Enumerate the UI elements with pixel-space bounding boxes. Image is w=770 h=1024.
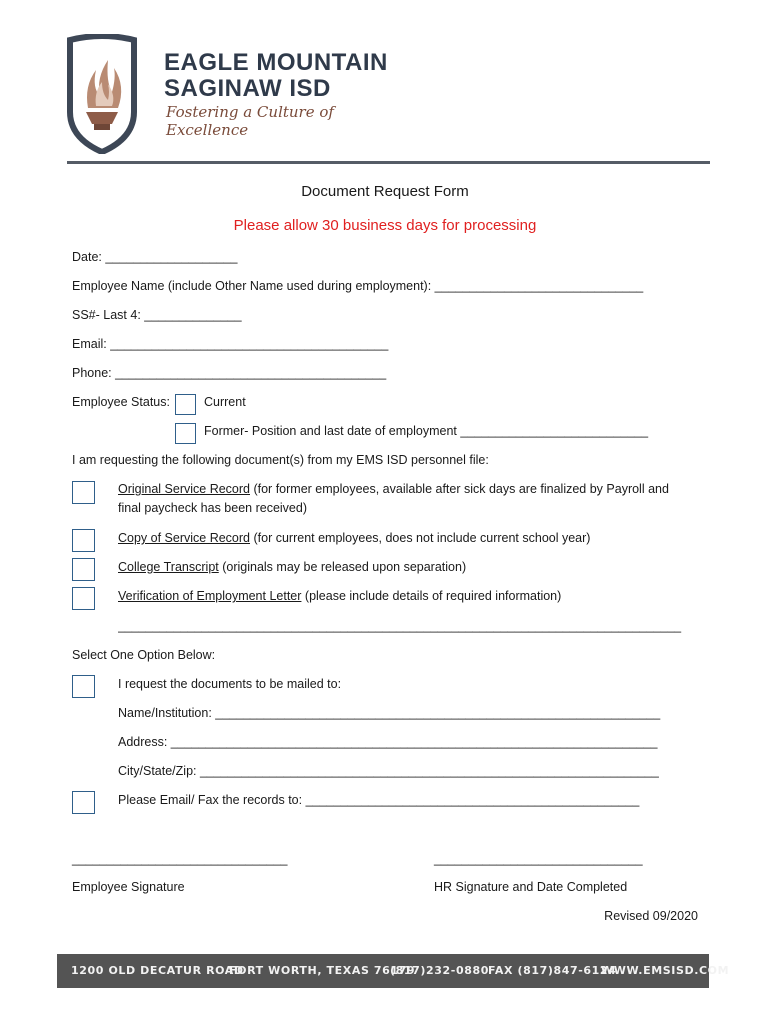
footer-address: 1200 OLD DECATUR ROAD: [71, 964, 244, 977]
status-current-checkbox[interactable]: [175, 394, 196, 415]
copy-service-record-option: [118, 531, 590, 545]
email-fax-field[interactable]: Please Email/ Fax the records to: ________________________________________________: [118, 793, 640, 807]
mail-address-field[interactable]: Address: ______________________________________________________________________: [118, 735, 658, 749]
verification-letter-checkbox[interactable]: [72, 587, 95, 610]
select-option-label: Select One Option Below:: [72, 648, 216, 662]
status-former-checkbox[interactable]: [175, 423, 196, 444]
college-transcript-checkbox[interactable]: [72, 558, 95, 581]
mail-city-field[interactable]: City/State/Zip: __________________________________________________________________: [118, 764, 659, 778]
status-current-label: Current: [204, 395, 246, 409]
date-field[interactable]: Date: ___________________: [72, 250, 238, 264]
footer-city: FORT WORTH, TEXAS 76179: [229, 964, 416, 977]
college-transcript-option: [118, 560, 466, 574]
footer-phone: (817)232-0880: [390, 964, 489, 977]
original-service-record-checkbox[interactable]: [72, 481, 95, 504]
verification-letter-option: [118, 589, 561, 603]
footer-fax: FAX (817)847-6124: [488, 964, 617, 977]
original-service-record-note: (for former employees, available after sick days are finalized by Payroll and: [250, 482, 669, 496]
college-transcript-label: College Transcript: [118, 560, 219, 574]
district-name-line2: SAGINAW ISD: [164, 75, 331, 102]
employee-signature-line[interactable]: _______________________________: [72, 852, 288, 866]
mail-option-label: I request the documents to be mailed to:: [118, 677, 342, 691]
footer-bar: [57, 954, 730, 988]
college-transcript-note: (originals may be released upon separation): [218, 560, 467, 574]
district-tagline: Fostering a Culture of Excellence: [166, 103, 334, 139]
header-rule: [67, 161, 710, 164]
employee-signature-label: Employee Signature: [72, 880, 185, 894]
copy-service-record-checkbox[interactable]: [72, 529, 95, 552]
verification-details-line[interactable]: _________________________________________________________________________________: [118, 619, 682, 633]
mail-name-field[interactable]: Name/Institution: ________________________________________________________________: [118, 706, 661, 720]
shield-emblem-icon: [66, 34, 138, 154]
original-service-record-note-cont: final paycheck has been received): [118, 501, 308, 515]
processing-notice: Please allow 30 business days for processing: [233, 217, 537, 234]
email-fax-option-checkbox[interactable]: [72, 791, 95, 814]
original-service-record-label: Original Service Record: [118, 482, 250, 496]
hr-signature-label: HR Signature and Date Completed: [434, 880, 628, 894]
copy-service-record-label: Copy of Service Record: [118, 531, 251, 545]
original-service-record-option: [118, 482, 669, 496]
footer-website: WWW.EMSISD.COM: [601, 964, 730, 977]
form-title: Document Request Form: [301, 183, 469, 200]
revised-date: Revised 09/2020: [604, 909, 698, 923]
phone-field[interactable]: Phone: _______________________________________: [72, 366, 387, 380]
status-former-label[interactable]: Former- Position and last date of employment ___________________________: [204, 424, 649, 438]
hr-signature-line[interactable]: ______________________________: [434, 852, 643, 866]
district-name-line1: EAGLE MOUNTAIN: [164, 49, 388, 76]
district-logo: [66, 34, 411, 156]
request-intro: I am requesting the following document(s) from my EMS ISD personnel file:: [72, 453, 489, 467]
mail-option-checkbox[interactable]: [72, 675, 95, 698]
email-field[interactable]: Email: ________________________________________: [72, 337, 389, 351]
copy-service-record-note: (for current employees, does not include current school year): [250, 531, 591, 545]
verification-letter-note: (please include details of required information): [301, 589, 562, 603]
employee-status-label: Employee Status:: [72, 395, 170, 409]
employee-name-field[interactable]: Employee Name (include Other Name used during employment): ______________________________: [72, 279, 644, 293]
verification-letter-label: Verification of Employment Letter: [118, 589, 302, 603]
ss-last4-field[interactable]: SS#- Last 4: ______________: [72, 308, 242, 322]
